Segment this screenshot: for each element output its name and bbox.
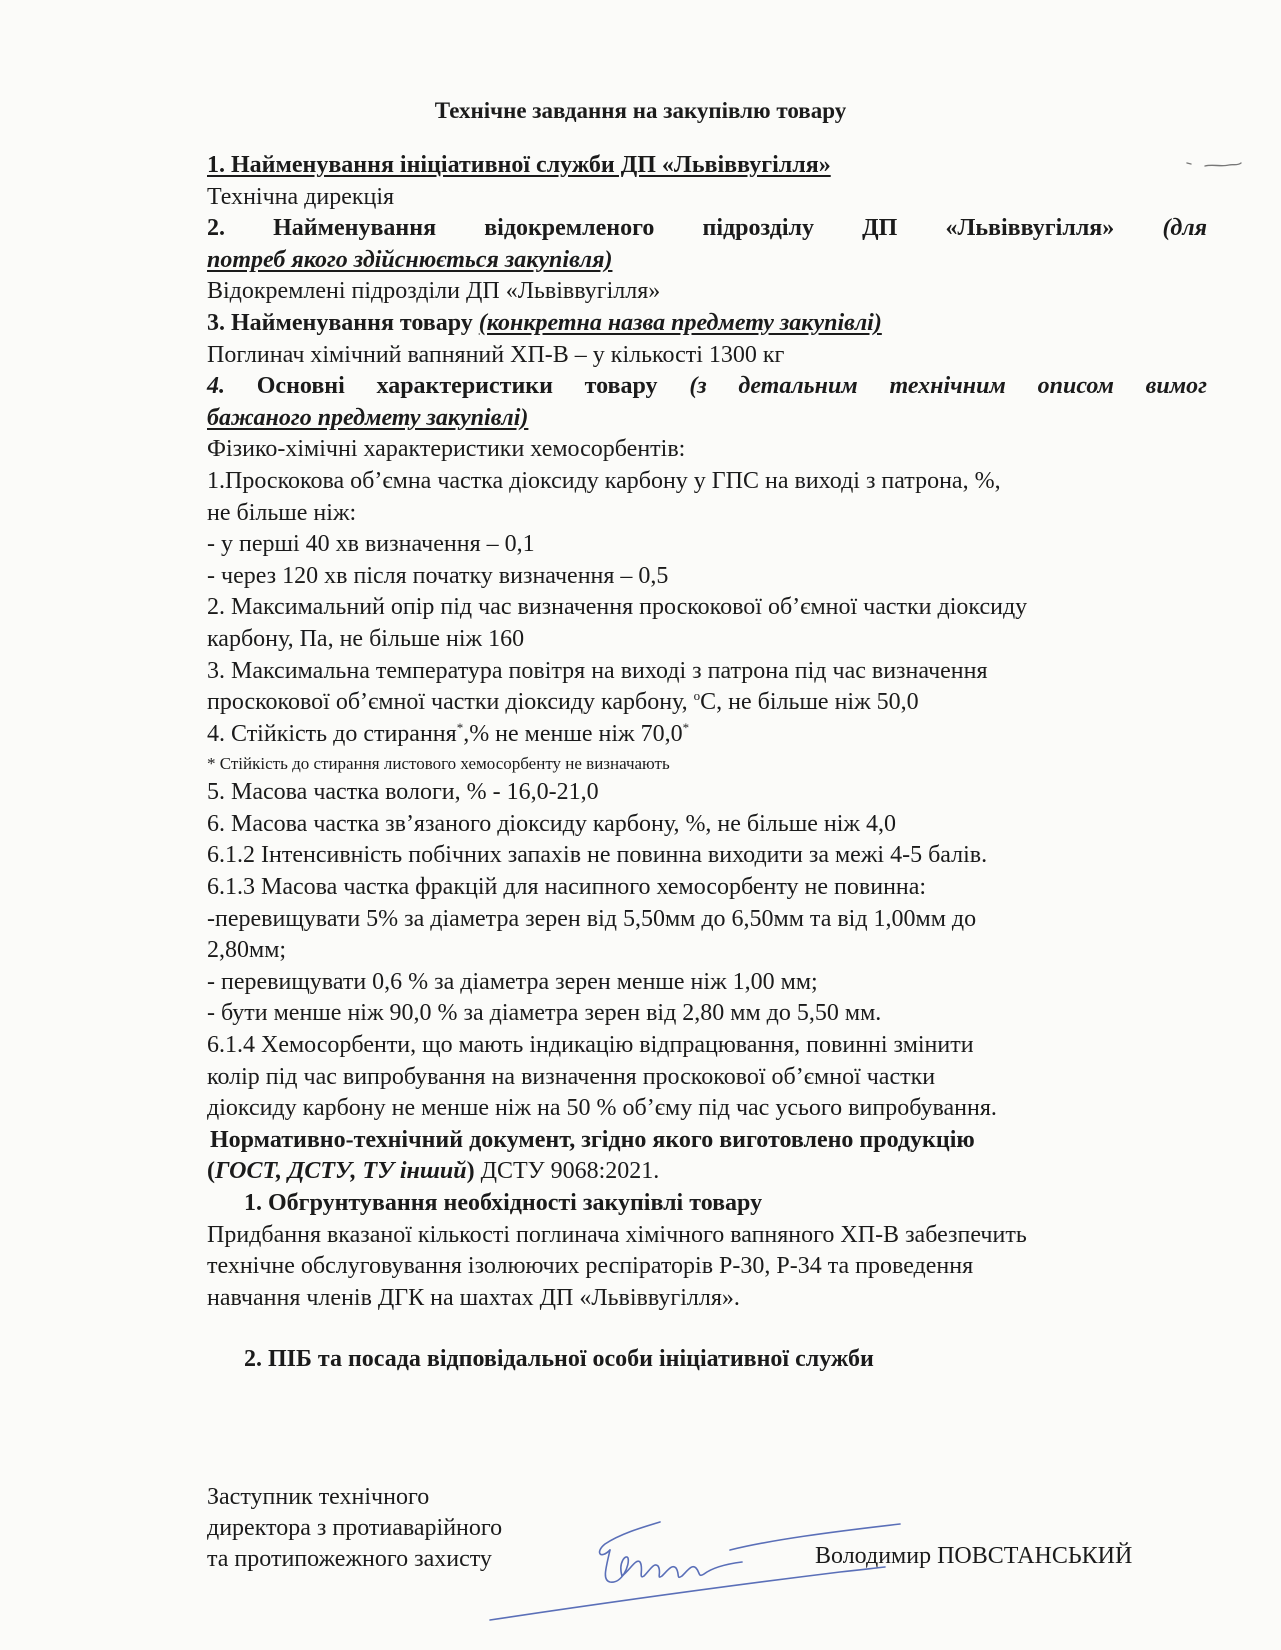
norm-open-paren: ( xyxy=(207,1158,215,1185)
spec-line: Фізико-хімічні характеристики хемосорбентів: xyxy=(207,436,686,463)
signer-name: Володимир ПОВСТАНСЬКИЙ xyxy=(815,1543,1133,1569)
footnote-mark: * xyxy=(682,719,690,735)
section-2-heading-line1 xyxy=(207,213,1207,245)
norm-doc-heading: Нормативно-технічний документ, згідно якого виготовлено продукцію xyxy=(210,1126,975,1153)
responsible-person-heading: 2. ПІБ та посада відповідальної особи ініціативної служби xyxy=(244,1346,874,1373)
norm-close-paren: ) xyxy=(466,1158,475,1185)
scan-mark xyxy=(1185,158,1245,172)
spec-line: - бути менше ніж 90,0 % за діаметра зерен від 2,80 мм до 5,50 мм. xyxy=(207,1000,882,1027)
spec-line: 6.1.3 Масова частка фракцій для насипного хемосорбенту не повинна: xyxy=(207,874,927,901)
spacer xyxy=(207,1314,1207,1344)
spec-temp-text-a: проскокової об’ємної частки діоксиду карбону, xyxy=(207,689,688,716)
section-4-heading-bold: Основні характеристики товару xyxy=(256,373,658,400)
spec-line: 1.Проскокова об’ємна частка діоксиду карбону у ГПС на виході з патрона, %, xyxy=(207,467,1001,494)
document-title: Технічне завдання на закупівлю товару xyxy=(434,98,847,123)
section-1-value: Технічна дирекція xyxy=(207,183,395,210)
spec-line: - у перші 40 хв визначення – 0,1 xyxy=(207,531,535,558)
section-3-value: Поглинач хімічний вапняний ХП-В – у кількості 1300 кг xyxy=(207,341,785,368)
spec-line: 2. Максимальний опір під час визначення проскокової об’ємної частки діоксиду xyxy=(207,594,1028,621)
spec-line: 6.1.2 Інтенсивність побічних запахів не повинна виходити за межі 4-5 балів. xyxy=(207,842,988,869)
spec-line-temperature xyxy=(207,687,1207,719)
document-body xyxy=(207,150,1207,1376)
norm-doc-types: ГОСТ, ДСТУ, ТУ інший xyxy=(215,1158,467,1185)
footnote: * Стійкість до стирання листового хемосорбенту не визначають xyxy=(207,754,670,774)
spec-line: 6.1.4 Хемосорбенти, що мають індикацію відпрацювання, повинні змінити xyxy=(207,1032,974,1059)
section-3-heading-bold: 3. Найменування товару xyxy=(207,309,473,336)
section-2-heading-italic-b: потреб якого здійснюється закупівля) xyxy=(207,246,613,273)
signer-position-line: Заступник технічного xyxy=(207,1484,430,1510)
spec-line: 2,80мм; xyxy=(207,937,287,964)
spec-line: колір під час випробування на визначення проскокової об’ємної частки xyxy=(207,1063,936,1090)
spec-line: -перевищувати 5% за діаметра зерен від 5,50мм до 6,50мм та від 1,00мм до xyxy=(207,905,977,932)
spec-abr-text-a: 4. Стійкість до стирання xyxy=(207,720,457,747)
spec-line-abrasion xyxy=(207,719,1207,751)
section-4-heading-num: 4. xyxy=(207,373,225,400)
spec-abr-text-b: ,% не менше ніж 70,0 xyxy=(463,720,683,747)
justification-line: Придбання вказаної кількості поглинача хімічного вапняного ХП-В забезпечить xyxy=(207,1221,1027,1248)
spec-line: 6. Масова частка зв’язаного діоксиду карбону, %, не більше ніж 4,0 xyxy=(207,810,896,837)
footnote-mark: * xyxy=(456,719,464,735)
handwritten-signature xyxy=(430,1510,910,1630)
justification-line: навчання членів ДГК на шахтах ДП «Львіввугілля». xyxy=(207,1284,740,1311)
norm-doc-line xyxy=(207,1156,1207,1188)
spec-line: - через 120 хв після початку визначення – 0,5 xyxy=(207,562,669,589)
spec-line: діоксиду карбону не менше ніж на 50 % об’єму під час усього випробування. xyxy=(207,1095,997,1122)
spec-line: 3. Максимальна температура повітря на виході з патрона під час визначення xyxy=(207,657,988,684)
section-4-heading-line1 xyxy=(207,371,1207,403)
signer-position-line: директора з протиаварійного xyxy=(207,1515,503,1541)
spec-line: - перевищувати 0,6 % за діаметра зерен менше ніж 1,00 мм; xyxy=(207,968,818,995)
section-1-heading: 1. Найменування ініціативної служби ДП «Львіввугілля» xyxy=(207,152,831,178)
spec-temp-text-b: С, не більше ніж 50,0 xyxy=(700,689,919,716)
spec-line: 5. Масова частка вологи, % - 16,0-21,0 xyxy=(207,779,599,806)
section-4-heading-italic-b: бажаного предмету закупівлі) xyxy=(207,404,529,431)
section-2-heading-italic-a: (для xyxy=(1162,215,1208,242)
section-2-value: Відокремлені підрозділи ДП «Львіввугілля» xyxy=(207,278,661,305)
norm-doc-value: ДСТУ 9068:2021. xyxy=(474,1158,660,1185)
justification-line: технічне обслуговування ізолюючих респіраторів Р-30, Р-34 та проведення xyxy=(207,1253,974,1280)
section-2-heading-bold: 2. Найменування відокремленого підрозділу ДП «Львіввугілля» xyxy=(207,215,1115,242)
section-4-heading-italic-a: (з детальним технічним описом вимог xyxy=(689,373,1208,400)
justification-heading: 1. Обгрунтування необхідності закупівлі товару xyxy=(244,1190,763,1216)
spec-line: не більше ніж: xyxy=(207,499,357,526)
degree-mark: о xyxy=(693,688,701,704)
section-3-heading-italic: (конкретна назва предмету закупівлі) xyxy=(478,309,882,336)
signer-position-line: та протипожежного захисту xyxy=(207,1546,492,1572)
spec-line: карбону, Па, не більше ніж 160 xyxy=(207,625,525,652)
section-3-heading xyxy=(207,308,1207,340)
